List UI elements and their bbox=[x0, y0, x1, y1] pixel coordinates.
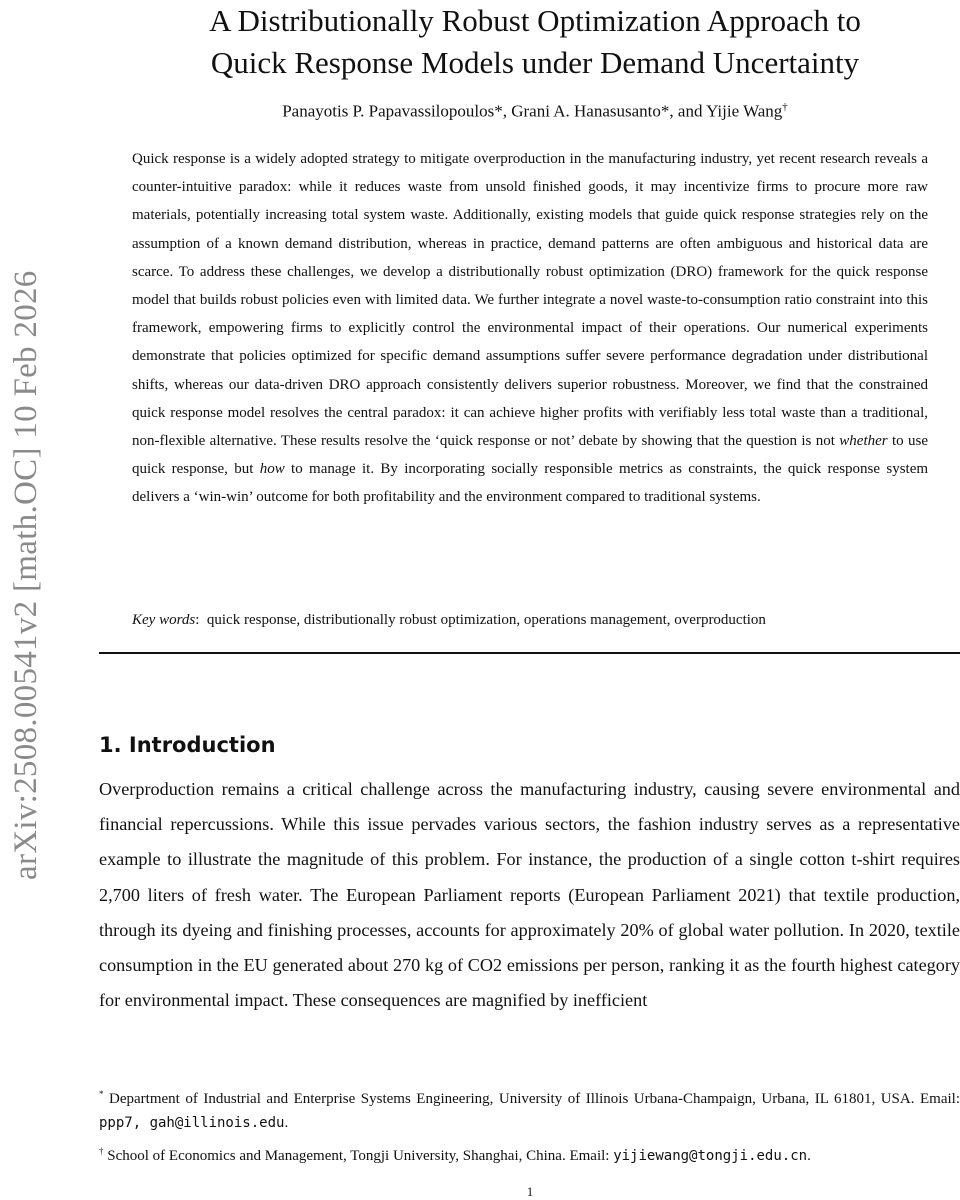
footnote-2: † School of Economics and Management, Tongji University, Shanghai, China. Email: yijiewang@tongji.edu.cn. bbox=[99, 1146, 811, 1164]
arxiv-identifier: arXiv:2508.00541v2 [math.OC] 10 Feb 2026 bbox=[8, 270, 44, 880]
footnotes bbox=[99, 1082, 960, 1172]
footnote-1: * Department of Industrial and Enterprise Systems Engineering, University of Illinois Urbana-Champaign, Urbana, IL 61801, USA. Email: ppp7, gah@illinois.edu. bbox=[99, 1089, 960, 1131]
introduction-paragraph: Overproduction remains a critical challenge across the manufacturing industry, causing severe environmental and financial repercussions. While this issue pervades various sectors, the fashion industry serves as a representative example to illustrate the magnitude of this problem. For instance, the production of a single cotton t-shirt requires 2,700 liters of fresh water. The European Parliament reports (European Parliament 2021) that textile production, through its dyeing and finishing processes, accounts for approximately 20% of global water pollution. In 2020, textile consumption in the EU generated about 270 kg of CO2 emissions per person, ranking it as the fourth highest category for environmental impact. These consequences are magnified by inefficient bbox=[99, 779, 960, 1011]
author-affiliation-mark: † bbox=[782, 101, 788, 113]
footnote-1-email[interactable]: ppp7, gah@illinois.edu bbox=[99, 1115, 285, 1131]
keywords-text: quick response, distributionally robust optimization, operations management, overproduction bbox=[206, 612, 766, 628]
keywords: Key words: quick response, distributionally robust optimization, operations management, overproduction bbox=[132, 612, 766, 628]
footnote-2-email[interactable]: yijiewang@tongji.edu.cn bbox=[613, 1148, 808, 1164]
abstract-emphasis-whether: whether bbox=[839, 433, 888, 450]
abstract-part-1: Quick response is a widely adopted strategy to mitigate overproduction in the manufacturing industry, yet recent research reveals a counter-intuitive paradox: while it reduces waste from unsold finished goods, it may incentivize firms to procure more raw materials, potentially increasing total system waste. Additionally, existing models that guide quick response strategies rely on the assumption of a known demand distribution, whereas in practice, demand patterns are often ambiguous and historical data are scarce. To address these challenges, we develop a distributionally robust optimization (DRO) framework for the quick response model that builds robust policies even with limited data. We further integrate a novel waste-to-consumption ratio constraint into this framework, empowering firms to explicitly control the environmental impact of their operations. Our numerical experiments demonstrate that policies optimized for specific demand assumptions suffer severe performance degradation under distributional shifts, whereas our data-driven DRO approach consistently delivers superior robustness. Moreover, we find that the constrained quick response model resolves the central paradox: it can achieve higher profits with verifiably less total waste than a traditional, non-flexible alternative. These results resolve the ‘quick response or not’ debate by showing that the question is not bbox=[132, 151, 928, 450]
abstract-emphasis-how: how bbox=[259, 461, 285, 478]
section-divider bbox=[99, 652, 960, 654]
footnote-2-mark: † bbox=[99, 1146, 104, 1156]
title-line-1: A Distributionally Robust Optimization Approach to bbox=[209, 3, 861, 38]
abstract bbox=[132, 145, 928, 512]
page-number: 1 bbox=[526, 1184, 534, 1199]
abstract-part-2: to use quick response, but bbox=[132, 433, 928, 478]
paper-title bbox=[60, 0, 960, 84]
section-heading-introduction: 1. Introduction bbox=[99, 733, 276, 757]
footnote-1-text: Department of Industrial and Enterprise Systems Engineering, University of Illinois Urbana-Champaign, Urbana, IL 61801, USA. Email: bbox=[109, 1091, 960, 1107]
footnote-2-text: School of Economics and Management, Tongji University, Shanghai, China. Email: bbox=[107, 1148, 610, 1164]
keywords-label: Key words bbox=[132, 612, 196, 628]
arxiv-stamp bbox=[0, 0, 50, 1200]
title-line-2: Quick Response Models under Demand Uncertainty bbox=[210, 45, 860, 80]
footnote-1-mark: * bbox=[99, 1089, 104, 1099]
author-list bbox=[60, 95, 960, 124]
abstract-part-3: to manage it. By incorporating socially responsible metrics as constraints, the quick response system delivers a ‘win-win’ outcome for both profitability and the environment compared to traditional systems. bbox=[132, 461, 929, 506]
authors-text: Panayotis P. Papavassilopoulos*, Grani A. Hanasusanto*, and Yijie Wang bbox=[282, 101, 783, 121]
